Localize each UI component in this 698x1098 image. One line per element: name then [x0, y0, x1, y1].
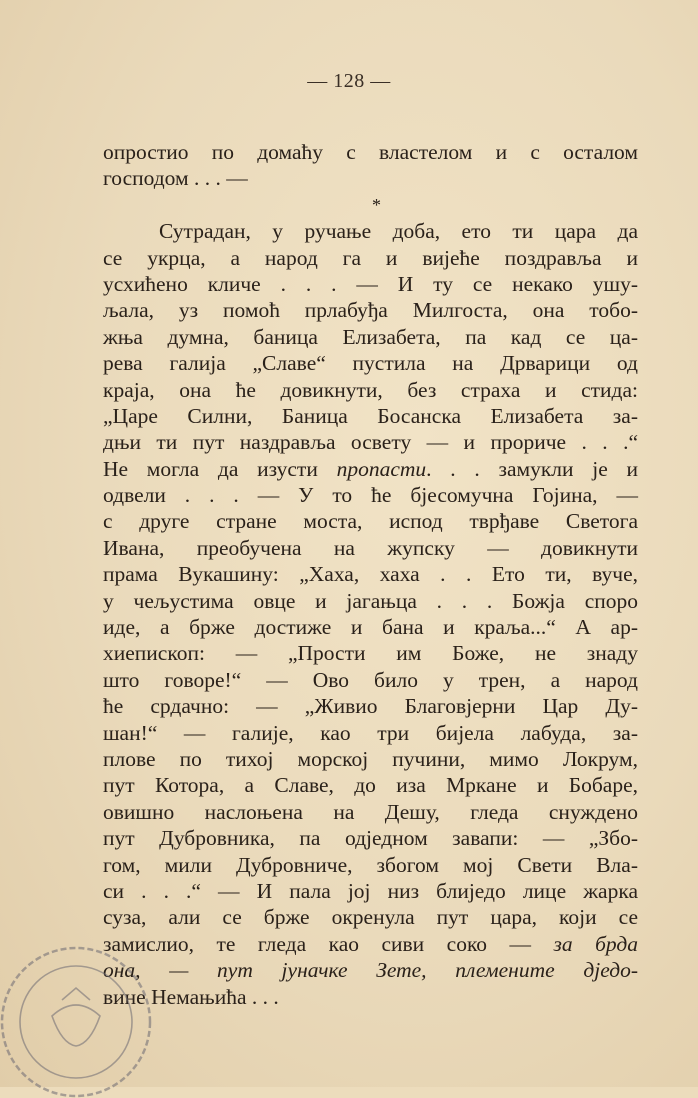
- italic-word: пропасти: [336, 456, 427, 481]
- text-line: пут Котора, а Славе, до иза Мркане и Бобаре,: [103, 773, 638, 798]
- italic-word: за брда: [553, 931, 638, 956]
- text-line: жња думна, баница Елизабета, па кад се ца-: [103, 324, 638, 349]
- text-line: „Царе Силни, Баница Босанска Елизабета за-: [103, 403, 638, 428]
- text-line: суза, али се брже окренула пут цара, који се: [103, 905, 638, 930]
- text-line: [103, 957, 638, 983]
- text-line: у чељустима овце и јагањца . . . Божја споро: [103, 588, 638, 613]
- text-line: гом, мили Дубровниче, збогом мој Свети Вла-: [103, 852, 638, 877]
- section-separator: *: [372, 194, 381, 215]
- text-line: се укрца, а народ га и вијеће поздравља и: [103, 245, 638, 270]
- text-segment: Не могла да изусти: [103, 456, 337, 481]
- text-line: си . . .“ — И пала јој низ блиједо лице жарка: [103, 878, 638, 903]
- text-line: шан!“ — галије, као три бијела лабуда, за-: [103, 720, 638, 745]
- text-line: прама Вукашину: „Хаха, хаха . . Ето ти, вуче,: [103, 562, 638, 587]
- text-line: Сутрадан, у ручање доба, ето ти цара да: [159, 219, 638, 244]
- text-line: одвели . . . — У то ће бјесомучна Гојина, —: [103, 483, 638, 508]
- text-line: Ивана, преобучена на жупску — довикнути: [103, 535, 638, 560]
- text-line: иде, а брже достиже и бана и краља...“ А ар-: [103, 615, 638, 640]
- body-text: [103, 139, 638, 1010]
- text-line: рева галија „Славе“ пустила на Дрварици од: [103, 351, 638, 376]
- text-line-with-italic: [103, 456, 638, 482]
- text-line: господом . . . —: [103, 166, 248, 191]
- text-line: дњи ти пут наздравља освету — и проричe . . .“: [103, 430, 638, 455]
- text-line: усхићено кличе . . . — И ту се некако ушу-: [103, 271, 638, 296]
- text-line: вине Немањића . . .: [103, 984, 279, 1009]
- text-segment: . . . замукли је и: [426, 456, 638, 481]
- text-line: пут Дубровника, па одједном завапи: — „Збо-: [103, 826, 638, 851]
- library-stamp: [0, 938, 160, 1098]
- italic-word: она, — пут јуначке Зете, племените дједо-: [103, 958, 638, 983]
- text-line: хиепископ: — „Прости им Боже, не знаду: [103, 641, 638, 666]
- text-line: ће срдачно: — „Живио Благовјерни Цар Ду-: [103, 694, 638, 719]
- text-line: што говоре!“ — Ово било у трен, а народ: [103, 667, 638, 692]
- text-line: љала, уз помоћ прлабуђа Милгоста, она тобо-: [103, 298, 638, 323]
- text-line: с друге стране моста, испод тврђаве Светога: [103, 509, 638, 534]
- text-line: краја, она ће довикнути, без страха и стида:: [103, 377, 638, 402]
- page-number: — 128 —: [307, 70, 391, 92]
- text-line: овишно наслоњена на Дешу, гледа снуждено: [103, 799, 638, 824]
- text-line: плове по тихој морској пучини, мимо Локрум,: [103, 746, 638, 771]
- text-segment: замислио, те гледа као сиви соко —: [103, 931, 554, 956]
- text-line: опростио по домаћу с властелом и с осталом: [103, 140, 638, 164]
- text-line-with-italic: [103, 931, 638, 957]
